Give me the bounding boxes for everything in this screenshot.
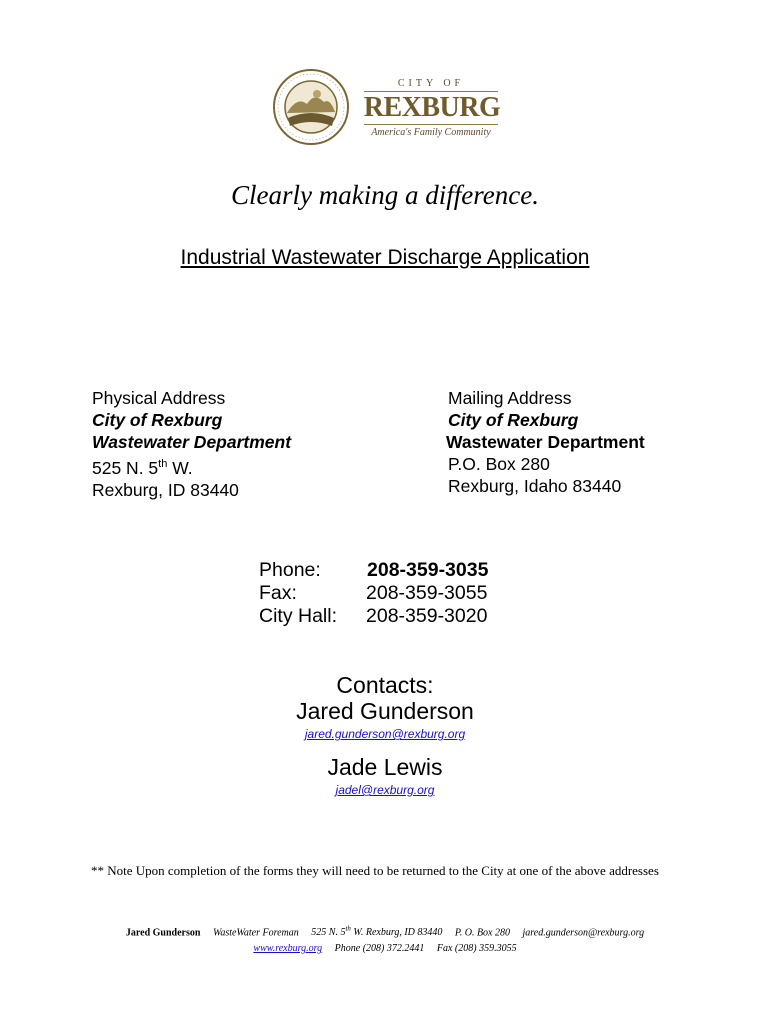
street-number: 525 N. 5 — [92, 457, 159, 478]
city-hall-value: 208-359-3020 — [366, 605, 488, 627]
physical-address-block — [92, 387, 291, 501]
physical-address-street — [92, 453, 291, 479]
footer-website-link[interactable]: www.rexburg.org — [253, 943, 323, 954]
logo-tagline: America's Family Community — [371, 127, 491, 138]
mailing-address-box: P.O. Box 280 — [448, 454, 550, 474]
city-seal-logo — [272, 68, 350, 146]
mailing-address-block — [448, 387, 645, 497]
slogan: Clearly making a difference. — [231, 180, 539, 210]
footer-line-1 — [0, 925, 770, 938]
footer-line-2 — [0, 943, 770, 954]
contact-name: Jared Gunderson — [296, 698, 474, 724]
footer-phone: Phone (208) 372.2441 — [334, 943, 425, 954]
logo-wordmark: REXBURG — [363, 92, 501, 123]
phone-value: 208-359-3035 — [367, 559, 489, 581]
phone-labels — [259, 559, 337, 628]
contact-email-row — [0, 725, 770, 743]
phone-label: Phone: — [259, 559, 321, 581]
mailing-address-org: City of Rexburg — [448, 410, 579, 430]
city-hall-label: City Hall: — [259, 605, 338, 627]
logo-city-of: CITY OF — [397, 78, 465, 89]
mailing-address-heading: Mailing Address — [448, 388, 572, 408]
physical-address-heading: Physical Address — [92, 388, 226, 408]
fax-label: Fax: — [259, 582, 297, 604]
document-title-text: Industrial Wastewater Discharge Application — [180, 246, 590, 269]
contact-email-row — [0, 781, 770, 799]
contact-email-link[interactable]: jadel@rexburg.org — [335, 783, 435, 797]
footer-box: P. O. Box 280 — [454, 927, 510, 939]
fax-value: 208-359-3055 — [366, 582, 488, 604]
street-tail: W. — [167, 457, 193, 478]
street-suffix: th — [158, 458, 168, 470]
footer-role: WasteWater Foreman — [212, 927, 299, 939]
footer-fax: Fax (208) 359.3055 — [436, 943, 517, 954]
physical-address-dept: Wastewater Department — [92, 432, 292, 452]
document-title — [0, 246, 770, 270]
mailing-address-city: Rexburg, Idaho 83440 — [448, 476, 622, 496]
logo-rule — [364, 124, 498, 125]
footer-address-b: W. Rexburg, ID 83440 — [350, 927, 443, 939]
contacts-heading: Contacts: — [336, 672, 434, 698]
physical-address-city: Rexburg, ID 83440 — [92, 479, 239, 500]
physical-address-org: City of Rexburg — [92, 410, 223, 430]
phone-values — [366, 559, 488, 628]
footer-email: jared.gunderson@rexburg.org — [522, 927, 645, 939]
footer-address-a: 525 N. 5 — [311, 927, 346, 939]
contact-email-link[interactable]: jared.gunderson@rexburg.org — [304, 727, 466, 741]
footer-name: Jared Gunderson — [125, 927, 201, 939]
mailing-address-dept: Wastewater Department — [446, 432, 645, 452]
contact-name: Jade Lewis — [327, 754, 443, 780]
footer-address-sup: th — [345, 925, 351, 933]
footer-address — [311, 927, 442, 938]
completion-note: ** Note Upon completion of the forms they will need to be returned to the City at one of the above addresses — [91, 863, 659, 878]
